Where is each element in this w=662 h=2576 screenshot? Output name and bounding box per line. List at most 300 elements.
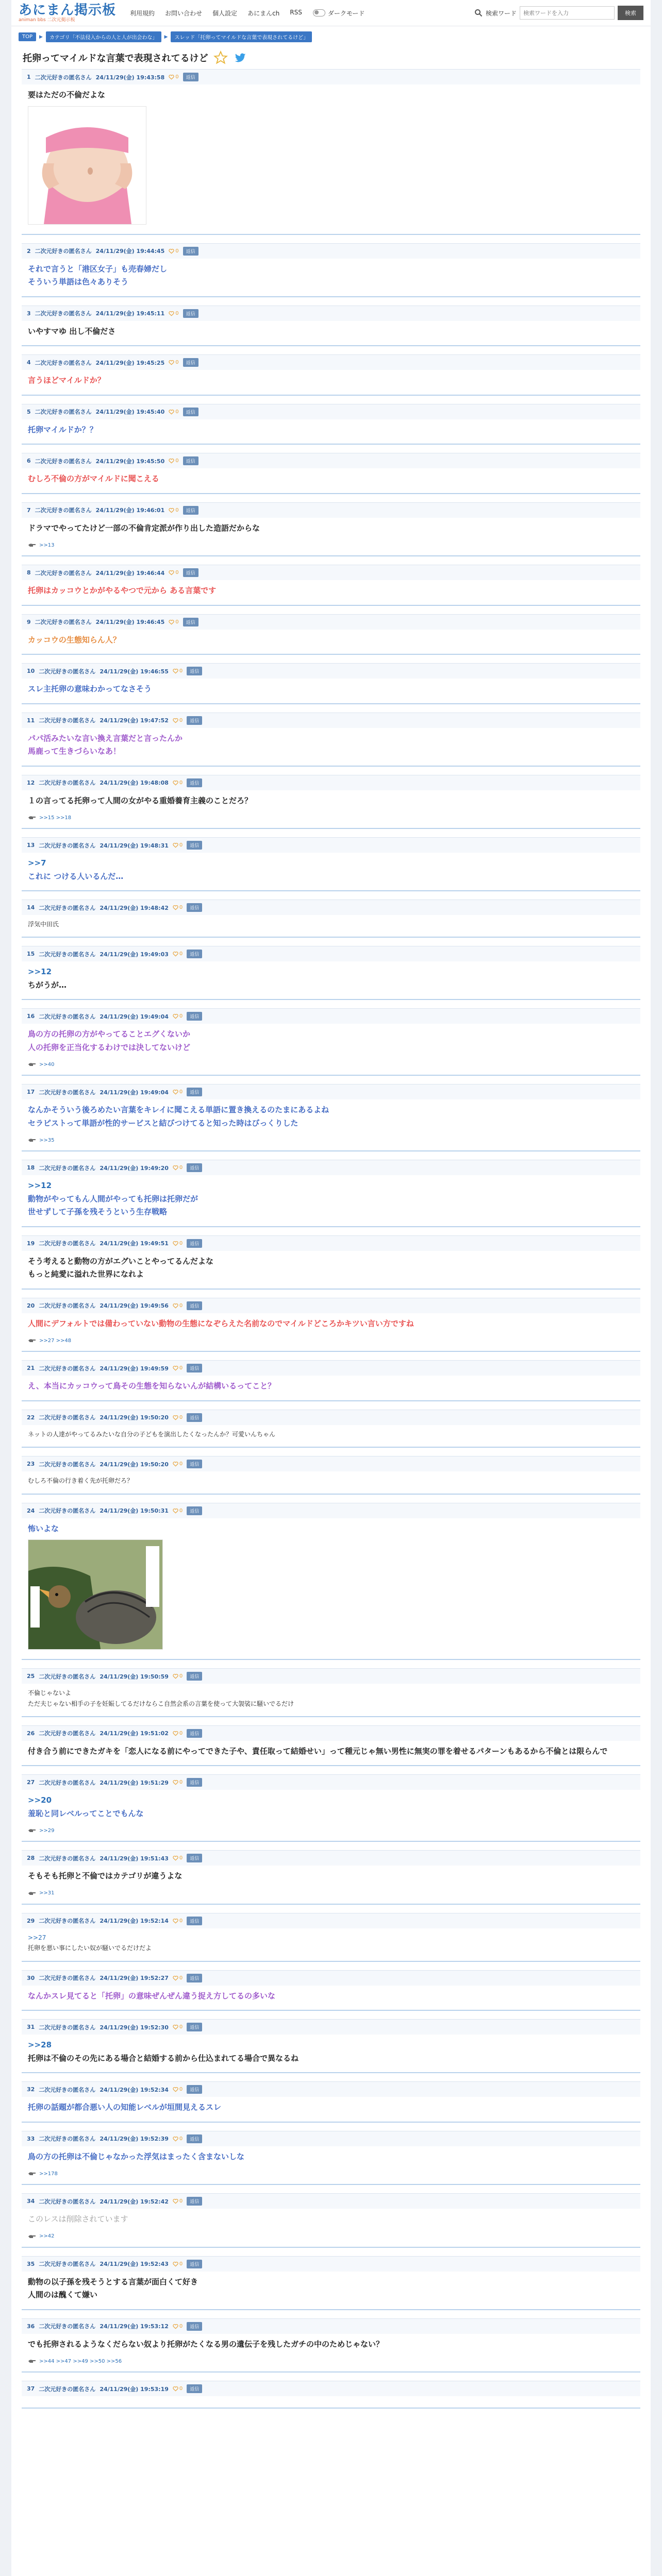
reply-button[interactable]: 返信	[183, 568, 198, 577]
post-header	[22, 2193, 640, 2209]
breadcrumb-item[interactable]: スレッド「托卵ってマイルドな言葉で表現されてるけど」	[171, 31, 312, 42]
reply-button[interactable]: 返信	[187, 1163, 202, 1172]
post-number[interactable]: 27	[27, 1779, 35, 1786]
post-header	[22, 2019, 640, 2035]
post-header	[22, 404, 640, 419]
good-button[interactable]	[169, 74, 178, 80]
post-date: 24/11/29(金) 19:49:56	[100, 1302, 169, 1310]
global-nav	[125, 6, 307, 21]
poster-name: 二次元好きの匿名さん	[39, 779, 96, 786]
post-body	[22, 915, 640, 929]
reply-button[interactable]: 返信	[187, 2322, 202, 2331]
post-body	[22, 1741, 640, 1758]
post-body	[22, 853, 640, 883]
breadcrumb-item[interactable]: カテゴリ「不法侵入からの人と人が出会わな」	[46, 31, 161, 42]
post-number[interactable]: 34	[27, 2198, 35, 2205]
heart-icon	[173, 2136, 178, 2142]
reply-references	[22, 1054, 640, 1067]
reply-button[interactable]: 返信	[183, 358, 198, 367]
post-number[interactable]: 30	[27, 1974, 35, 1981]
good-button[interactable]	[169, 248, 178, 254]
reply-reference-links[interactable]: >>15 >>18	[39, 815, 72, 821]
post	[22, 354, 640, 396]
reply-anchor-link[interactable]: >>27	[28, 1934, 46, 1941]
post-date: 24/11/29(金) 19:49:51	[100, 1240, 169, 1247]
nav-link[interactable]: あにまんch	[247, 9, 280, 17]
reply-button[interactable]: 返信	[187, 950, 202, 958]
heart-icon	[169, 311, 174, 316]
reply-button[interactable]: 返信	[187, 2260, 202, 2268]
reply-button[interactable]: 返信	[187, 1088, 202, 1096]
good-button[interactable]	[173, 842, 183, 848]
reply-reference-links[interactable]: >>13	[39, 542, 55, 548]
good-count: 0	[179, 1165, 183, 1171]
post-number[interactable]: 3	[27, 310, 31, 317]
post-text-line: 馬鹿って生きづらいなあ！	[28, 747, 121, 756]
post-number[interactable]: 24	[27, 1507, 35, 1514]
pointing-hand-icon	[28, 1137, 36, 1143]
good-button[interactable]	[173, 1975, 183, 1981]
post-body	[22, 1684, 640, 1709]
heart-icon	[169, 570, 174, 575]
post-date: 24/11/29(金) 19:45:50	[95, 457, 165, 465]
post	[22, 1410, 640, 1448]
post-text-line: パパ活みたいな言い換え言葉だと言ったんか	[28, 733, 183, 743]
good-count: 0	[179, 2087, 183, 2093]
good-count: 0	[179, 1855, 183, 1861]
post-text-line: それで言うと「港区女子」も売春婦だし	[28, 264, 168, 274]
post-number[interactable]: 6	[27, 457, 31, 464]
post	[22, 1456, 640, 1494]
reply-button[interactable]: 返信	[187, 1364, 202, 1372]
post-text-line: そういう単語は色々ありそう	[28, 277, 129, 286]
good-button[interactable]	[173, 1365, 183, 1371]
post-number[interactable]: 22	[27, 1414, 35, 1421]
post-text-line: むしろ不倫の方がマイルドに聞こえる	[28, 474, 159, 483]
post-text-line: ちがうが…	[28, 980, 67, 990]
post-body	[22, 1175, 640, 1219]
good-button[interactable]	[169, 360, 178, 365]
good-count: 0	[179, 1414, 183, 1420]
poster-name: 二次元好きの匿名さん	[39, 717, 96, 724]
reply-anchor-link[interactable]: >>12	[28, 1181, 52, 1191]
good-button[interactable]	[173, 668, 183, 674]
reply-button[interactable]: 返信	[183, 456, 198, 465]
post-date: 24/11/29(金) 19:48:08	[100, 779, 169, 786]
post-header	[22, 900, 640, 915]
post-number[interactable]: 11	[27, 717, 35, 724]
heart-icon	[173, 1415, 178, 1420]
post-body	[22, 2334, 640, 2351]
reply-button[interactable]: 返信	[187, 841, 202, 850]
post	[22, 837, 640, 891]
poster-name: 二次元好きの匿名さん	[39, 1918, 96, 1925]
poster-name: 二次元好きの匿名さん	[39, 1365, 96, 1372]
reply-reference-links[interactable]: >>29	[39, 1827, 55, 1834]
good-button[interactable]	[173, 1673, 183, 1679]
post-header	[22, 663, 640, 679]
post-number[interactable]: 28	[27, 1855, 35, 1862]
post-header	[22, 837, 640, 853]
search-input[interactable]	[520, 6, 615, 20]
post-header	[22, 1970, 640, 1986]
poster-name: 二次元好きの匿名さん	[35, 409, 92, 415]
reply-button[interactable]: 返信	[187, 1239, 202, 1248]
search-icon	[474, 9, 483, 17]
good-count: 0	[175, 507, 179, 513]
post-date: 24/11/29(金) 19:51:29	[100, 1779, 169, 1786]
reply-button[interactable]: 返信	[183, 73, 198, 81]
good-count: 0	[175, 409, 179, 415]
poster-name: 二次元好きの匿名さん	[35, 359, 92, 366]
good-button[interactable]	[173, 1855, 183, 1861]
post-number[interactable]: 8	[27, 569, 31, 576]
good-button[interactable]	[173, 1303, 183, 1309]
heart-icon	[169, 360, 174, 365]
poster-name: 二次元好きの匿名さん	[35, 619, 92, 625]
logo-title: あにまん掲示板	[19, 2, 117, 18]
post-text-line: 鳥の方の托卵は不倫じゃなかった浮気はまったく含まないしな	[28, 2151, 245, 2161]
post-header	[22, 1725, 640, 1741]
post-number[interactable]: 7	[27, 506, 31, 514]
post-date: 24/11/29(金) 19:53:19	[100, 2385, 169, 2393]
reply-button[interactable]: 返信	[187, 2023, 202, 2031]
post-number[interactable]: 2	[27, 247, 31, 255]
post-body	[22, 1313, 640, 1331]
good-button[interactable]	[173, 2198, 183, 2204]
post	[22, 946, 640, 1000]
post-number[interactable]: 10	[27, 668, 35, 674]
breadcrumb-chevron-icon: ▶	[164, 34, 168, 40]
good-count: 0	[175, 458, 179, 464]
reply-anchor-link[interactable]: >>28	[28, 2040, 52, 2050]
poster-name: 二次元好きの匿名さん	[39, 1013, 96, 1020]
nav-link[interactable]: RSS	[290, 8, 302, 16]
good-button[interactable]	[169, 458, 178, 464]
reply-button[interactable]: 返信	[183, 247, 198, 256]
post-date: 24/11/29(金) 19:46:44	[95, 569, 165, 577]
reply-reference-links[interactable]: >>31	[39, 1890, 55, 1896]
good-count: 0	[175, 360, 179, 365]
post-number[interactable]: 33	[27, 2135, 35, 2142]
good-count: 0	[179, 1302, 183, 1309]
site-logo[interactable]	[19, 4, 116, 23]
good-button[interactable]	[173, 905, 183, 910]
post	[22, 1725, 640, 1767]
pointing-hand-icon	[28, 1337, 36, 1344]
post-number[interactable]: 13	[27, 842, 35, 849]
post-text-line: カッコウの生態知らん人？	[28, 635, 121, 645]
breadcrumb-item[interactable]: TOP	[19, 32, 36, 41]
dark-mode-toggle[interactable]	[313, 9, 365, 18]
good-button[interactable]	[173, 2136, 183, 2142]
poster-name: 二次元好きの匿名さん	[35, 507, 92, 514]
good-button[interactable]	[173, 1415, 183, 1420]
heart-icon	[173, 1241, 178, 1246]
nav-link[interactable]: 個人設定	[212, 9, 238, 17]
post-number[interactable]: 29	[27, 1917, 35, 1924]
reply-button[interactable]: 返信	[187, 1672, 202, 1681]
post-text-line: むしろ不倫の行き着く先が托卵だろ？	[28, 1477, 134, 1485]
good-button[interactable]	[173, 780, 183, 786]
poster-name: 二次元好きの匿名さん	[39, 2323, 96, 2330]
reply-button[interactable]: 返信	[187, 903, 202, 912]
poster-name: 二次元好きの匿名さん	[39, 904, 96, 911]
post-text-line: ドラマでやってたけど一部の不倫肯定派が作り出した造語だからな	[28, 523, 260, 533]
post-number[interactable]: 26	[27, 1730, 35, 1737]
post-number[interactable]: 23	[27, 1461, 35, 1468]
reply-button[interactable]: 返信	[187, 1729, 202, 1738]
good-count: 0	[179, 2198, 183, 2205]
pointing-hand-icon	[28, 2233, 36, 2240]
reply-button[interactable]: 返信	[187, 2384, 202, 2393]
search-button[interactable]: 検索	[618, 6, 643, 20]
pointing-hand-icon	[28, 2171, 36, 2177]
post-number[interactable]: 37	[27, 2385, 35, 2393]
post-number[interactable]: 15	[27, 951, 35, 958]
poster-name: 二次元好きの匿名さん	[39, 1975, 96, 1982]
post-text-line: １の言ってる托卵って人間の女がやる重婚養育主義のことだろ？	[28, 795, 253, 805]
post-body	[22, 1790, 640, 1820]
post-text-line: 動物の以子孫を残そうとする言葉が面白くて好き	[28, 2277, 198, 2286]
good-count: 0	[179, 1730, 183, 1736]
reply-button[interactable]: 返信	[183, 309, 198, 318]
post-body	[22, 728, 640, 758]
reply-reference-links[interactable]: >>40	[39, 1061, 55, 1067]
post-header	[22, 69, 640, 84]
post-header	[22, 1503, 640, 1518]
post-text-line: 托卵を悪い事にしたい奴が騒いでるだけだよ	[28, 1944, 152, 1952]
reply-references	[22, 535, 640, 548]
good-button[interactable]	[169, 570, 178, 575]
post-text-line: ただ夫じゃない相手の子を妊娠してるだけならこ自然会系の言葉を使って大袈裟に騒いでるだけ	[28, 1700, 294, 1707]
good-button[interactable]	[169, 311, 178, 316]
good-button[interactable]	[173, 2024, 183, 2030]
toggle-switch-icon[interactable]	[313, 9, 325, 16]
reply-button[interactable]: 返信	[183, 506, 198, 515]
good-button[interactable]	[173, 1731, 183, 1736]
good-button[interactable]	[173, 1165, 183, 1171]
good-count: 0	[179, 1780, 183, 1786]
good-button[interactable]	[173, 2261, 183, 2267]
post-number[interactable]: 18	[27, 1164, 35, 1172]
good-button[interactable]	[173, 718, 183, 723]
reply-reference-links[interactable]: >>27 >>48	[39, 1337, 72, 1344]
favorite-star-icon[interactable]	[213, 50, 228, 65]
good-count: 0	[175, 310, 179, 316]
good-button[interactable]	[169, 409, 178, 415]
reply-button[interactable]: 返信	[187, 1301, 202, 1310]
post	[22, 69, 640, 235]
post-number[interactable]: 21	[27, 1365, 35, 1372]
good-count: 0	[179, 1089, 183, 1095]
twitter-share-icon[interactable]	[233, 50, 247, 65]
reply-anchor-link[interactable]: >>12	[28, 967, 52, 977]
post	[22, 663, 640, 704]
post-body	[22, 1425, 640, 1439]
post-body	[22, 2097, 640, 2114]
reply-button[interactable]: 返信	[187, 2197, 202, 2206]
post-text-line: 人間にデフォルトでは備わっていない動物の生態になぞらえた名前なのでマイルドどころかキツい言い方ですね	[28, 1318, 414, 1328]
post-text-line: 人間のは醜くて嫌い	[28, 2290, 98, 2300]
post-date: 24/11/29(金) 19:53:12	[100, 2323, 169, 2330]
good-button[interactable]	[173, 951, 183, 957]
post-number[interactable]: 36	[27, 2323, 35, 2330]
reply-button[interactable]: 返信	[187, 1012, 202, 1021]
good-count: 0	[179, 1365, 183, 1371]
reply-button[interactable]: 返信	[187, 2134, 202, 2143]
poster-name: 二次元好きの匿名さん	[39, 2136, 96, 2143]
post-text-line: 托卵は不倫のその先にある場合と結婚する前から仕込まれてる場合で異なるね	[28, 2053, 299, 2063]
post-body	[22, 1251, 640, 1281]
good-count: 0	[179, 2261, 183, 2267]
post	[22, 565, 640, 606]
post-number[interactable]: 4	[27, 359, 31, 366]
post-date: 24/11/29(金) 19:45:40	[95, 409, 165, 415]
post-date: 24/11/29(金) 19:52:43	[100, 2261, 169, 2268]
reply-anchor-link[interactable]: >>20	[28, 1795, 52, 1805]
heart-icon	[173, 2198, 178, 2204]
reply-reference-links[interactable]: >>42	[39, 2233, 55, 2240]
good-button[interactable]	[173, 1780, 183, 1785]
heart-icon	[173, 1731, 178, 1736]
post-date: 24/11/29(金) 19:51:43	[100, 1855, 169, 1862]
post	[22, 1360, 640, 1401]
post	[22, 2019, 640, 2073]
reply-button[interactable]: 返信	[183, 408, 198, 416]
post-body	[22, 2146, 640, 2164]
post-text-line: スレ主托卵の意味わかってなさそう	[28, 684, 152, 693]
reply-button[interactable]: 返信	[187, 1460, 202, 1468]
good-count: 0	[175, 248, 179, 254]
good-button[interactable]	[173, 2386, 183, 2392]
good-button[interactable]	[173, 2324, 183, 2329]
reply-reference-links[interactable]: >>178	[39, 2171, 58, 2177]
post-number[interactable]: 20	[27, 1302, 35, 1309]
reply-button[interactable]: 返信	[187, 1778, 202, 1787]
post-header	[22, 354, 640, 370]
post	[22, 502, 640, 557]
post-number[interactable]: 16	[27, 1013, 35, 1020]
post-number[interactable]: 25	[27, 1673, 35, 1680]
post-body	[22, 1376, 640, 1393]
heart-icon	[173, 1089, 178, 1095]
post-number[interactable]: 31	[27, 2024, 35, 2031]
poster-name: 二次元好きの匿名さん	[39, 1414, 96, 1421]
heart-icon	[173, 1165, 178, 1171]
good-button[interactable]	[173, 1461, 183, 1467]
post-header	[22, 1850, 640, 1866]
poster-name: 二次元好きの匿名さん	[35, 457, 92, 465]
post-text-line: このレスは削除されています	[28, 2214, 128, 2224]
post-number[interactable]: 14	[27, 904, 35, 911]
reply-button[interactable]: 返信	[187, 1506, 202, 1515]
reply-button[interactable]: 返信	[187, 667, 202, 675]
post-number[interactable]: 32	[27, 2086, 35, 2093]
heart-icon	[173, 2386, 178, 2392]
reply-button[interactable]: 返信	[187, 2085, 202, 2094]
poster-name: 二次元好きの匿名さん	[39, 668, 96, 675]
logo-subtitle: animan bbs 二次元掲示板	[19, 17, 75, 23]
reply-references	[22, 1883, 640, 1896]
post-image-thumbnail[interactable]	[28, 106, 634, 227]
post-date: 24/11/29(金) 19:52:39	[100, 2136, 169, 2143]
heart-icon	[169, 248, 174, 254]
good-button[interactable]	[173, 1013, 183, 1019]
reply-reference-links[interactable]: >>44 >>47 >>49 >>50 >>56	[39, 2358, 122, 2364]
post-number[interactable]: 9	[27, 618, 31, 625]
post-date: 24/11/29(金) 19:49:04	[100, 1013, 169, 1020]
heart-icon	[173, 780, 178, 786]
poster-name: 二次元好きの匿名さん	[35, 74, 92, 81]
good-count: 0	[175, 570, 179, 575]
post-body	[22, 1024, 640, 1054]
good-button[interactable]	[169, 507, 178, 513]
reply-button[interactable]: 返信	[187, 1854, 202, 1862]
reply-button[interactable]: 返信	[183, 618, 198, 626]
post-number[interactable]: 1	[27, 74, 31, 80]
post-date: 24/11/29(金) 19:45:25	[95, 359, 165, 366]
reply-reference-links[interactable]: >>35	[39, 1137, 55, 1143]
post-header	[22, 2081, 640, 2097]
post-header	[22, 1410, 640, 1425]
post-number[interactable]: 19	[27, 1240, 35, 1247]
good-button[interactable]	[173, 1508, 183, 1514]
reply-button[interactable]: 返信	[187, 1974, 202, 1982]
heart-icon	[173, 1303, 178, 1309]
post-date: 24/11/29(金) 19:52:42	[100, 2198, 169, 2205]
good-button[interactable]	[173, 1089, 183, 1095]
post-number[interactable]: 35	[27, 2260, 35, 2267]
post	[22, 1298, 640, 1352]
post-header	[22, 243, 640, 259]
poster-name: 二次元好きの匿名さん	[39, 1461, 96, 1468]
reply-button[interactable]: 返信	[187, 1413, 202, 1422]
poster-name: 二次元好きの匿名さん	[39, 1855, 96, 1862]
good-button[interactable]	[173, 2087, 183, 2092]
poster-name: 二次元好きの匿名さん	[39, 951, 96, 958]
good-count: 0	[179, 1461, 183, 1467]
site-header	[11, 0, 651, 26]
post-number[interactable]: 12	[27, 779, 35, 786]
post-number[interactable]: 5	[27, 408, 31, 415]
post-text-line: ネットの人達がやってるみたいな自分の子どもを演出したくなったんか？可愛いんちゃん	[28, 1430, 276, 1438]
reply-references	[22, 1130, 640, 1143]
good-count: 0	[179, 2386, 183, 2392]
post-text-line: もっと純愛に溢れた世界になれよ	[28, 1269, 144, 1279]
good-button[interactable]	[173, 1241, 183, 1246]
post-image-thumbnail[interactable]	[28, 1539, 634, 1652]
post-body	[22, 518, 640, 535]
good-count: 0	[179, 842, 183, 848]
reply-button[interactable]: 返信	[187, 778, 202, 787]
post-body	[22, 259, 640, 289]
nav-link[interactable]: お問い合わせ	[165, 9, 203, 17]
good-button[interactable]	[169, 619, 178, 625]
good-count: 0	[179, 1240, 183, 1246]
reply-button[interactable]: 返信	[187, 716, 202, 725]
nav-link[interactable]: 利用規約	[130, 9, 155, 17]
heart-icon	[173, 1975, 178, 1981]
reply-button[interactable]: 返信	[187, 1917, 202, 1925]
reply-anchor-link[interactable]: >>7	[28, 858, 46, 868]
post-header	[22, 306, 640, 321]
good-button[interactable]	[173, 1918, 183, 1924]
heart-icon	[173, 1780, 178, 1785]
post-header	[22, 2381, 640, 2396]
post-number[interactable]: 17	[27, 1089, 35, 1096]
good-count: 0	[179, 668, 183, 674]
